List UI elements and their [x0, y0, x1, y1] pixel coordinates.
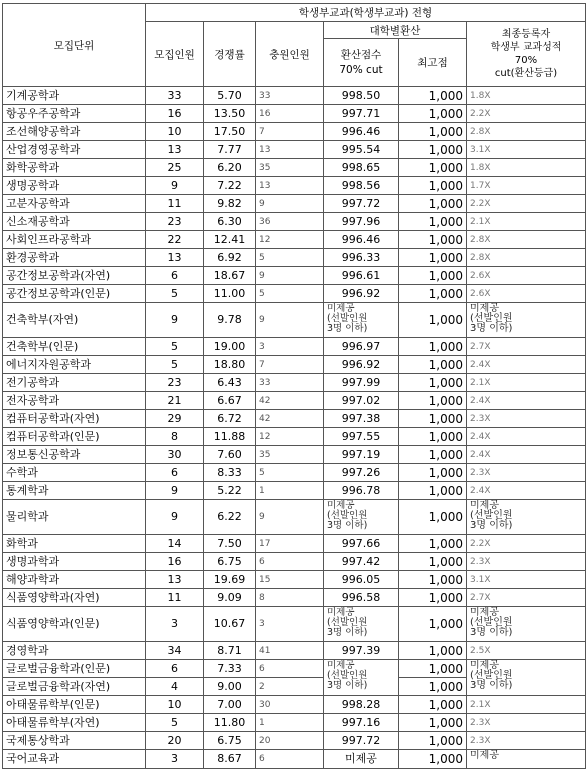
- unit-name-cell: 식품영양학과(인문): [3, 607, 146, 642]
- score70-cell: 997.71: [324, 105, 399, 123]
- score70-cell: 998.50: [324, 87, 399, 105]
- table-row: [3, 410, 586, 428]
- rate-cell: 6.20: [204, 159, 256, 177]
- quota-cell: 9: [146, 177, 204, 195]
- max-score-cell: 1,000: [399, 571, 467, 589]
- quota-cell: 5: [146, 356, 204, 374]
- final-grade-cell: 미제공 (선발인원 3명 이하): [467, 660, 586, 696]
- score70-cell: 998.65: [324, 159, 399, 177]
- quota-cell: 13: [146, 141, 204, 159]
- rate-cell: 8.67: [204, 750, 256, 769]
- rate-cell: 9.82: [204, 195, 256, 213]
- extra-cell: 33: [256, 87, 324, 105]
- quota-cell: 8: [146, 428, 204, 446]
- max-score-cell: 1,000: [399, 500, 467, 535]
- table-row: [3, 750, 586, 769]
- rate-cell: 7.33: [204, 660, 256, 678]
- max-score-cell: 1,000: [399, 392, 467, 410]
- rate-cell: 7.50: [204, 535, 256, 553]
- header-univ: 대학별환산: [324, 22, 467, 39]
- table-row: [3, 303, 586, 338]
- extra-cell: 6: [256, 750, 324, 769]
- quota-cell: 30: [146, 446, 204, 464]
- rate-cell: 7.77: [204, 141, 256, 159]
- unit-name-cell: 신소재공학과: [3, 213, 146, 231]
- quota-cell: 6: [146, 267, 204, 285]
- rate-cell: 6.43: [204, 374, 256, 392]
- score70-cell: 998.56: [324, 177, 399, 195]
- table-row: [3, 553, 586, 571]
- final-grade-cell: 1.8X: [467, 87, 586, 105]
- rate-cell: 13.50: [204, 105, 256, 123]
- unit-name-cell: 물리학과: [3, 500, 146, 535]
- quota-cell: 20: [146, 732, 204, 750]
- quota-cell: 3: [146, 607, 204, 642]
- extra-cell: 41: [256, 642, 324, 660]
- header-group: 학생부교과(학생부교과) 전형: [146, 4, 586, 22]
- max-score-cell: 1,000: [399, 535, 467, 553]
- unit-name-cell: 항공우주공학과: [3, 105, 146, 123]
- quota-cell: 13: [146, 571, 204, 589]
- max-score-cell: 1,000: [399, 123, 467, 141]
- rate-cell: 9.78: [204, 303, 256, 338]
- quota-cell: 16: [146, 105, 204, 123]
- score70-cell: 997.96: [324, 213, 399, 231]
- final-grade-cell: 미제공 (선발인원 3명 이하): [467, 500, 586, 535]
- extra-cell: 1: [256, 482, 324, 500]
- rate-cell: 7.22: [204, 177, 256, 195]
- max-score-cell: 1,000: [399, 303, 467, 338]
- table-row: [3, 177, 586, 195]
- max-score-cell: 1,000: [399, 105, 467, 123]
- rate-cell: 18.67: [204, 267, 256, 285]
- score70-cell: 996.58: [324, 589, 399, 607]
- final-grade-cell: 2.3X: [467, 553, 586, 571]
- final-grade-cell: 3.1X: [467, 141, 586, 159]
- final-grade-cell: 미제공 (선발인원 3명 이하): [467, 607, 586, 642]
- final-grade-cell: 2.8X: [467, 249, 586, 267]
- quota-cell: 21: [146, 392, 204, 410]
- table-row: [3, 356, 586, 374]
- extra-cell: 9: [256, 267, 324, 285]
- final-grade-cell: 2.4X: [467, 428, 586, 446]
- table-row: [3, 464, 586, 482]
- score70-cell: 996.46: [324, 231, 399, 249]
- unit-name-cell: 글로벌금융학과(자연): [3, 678, 146, 696]
- score70-cell: 996.92: [324, 356, 399, 374]
- max-score-cell: 1,000: [399, 678, 467, 696]
- score70-cell: 997.39: [324, 642, 399, 660]
- max-score-cell: 1,000: [399, 177, 467, 195]
- unit-name-cell: 컴퓨터공학과(인문): [3, 428, 146, 446]
- rate-cell: 5.70: [204, 87, 256, 105]
- final-grade-cell: 2.3X: [467, 410, 586, 428]
- rate-cell: 6.67: [204, 392, 256, 410]
- header-quota: 모집인원: [146, 22, 204, 87]
- rate-cell: 11.80: [204, 714, 256, 732]
- extra-cell: 42: [256, 392, 324, 410]
- final-grade-cell: 2.7X: [467, 338, 586, 356]
- extra-cell: 5: [256, 285, 324, 303]
- table-row: [3, 374, 586, 392]
- unit-name-cell: 공간정보공학과(인문): [3, 285, 146, 303]
- unit-name-cell: 조선해양공학과: [3, 123, 146, 141]
- quota-cell: 25: [146, 159, 204, 177]
- score70-cell: 996.33: [324, 249, 399, 267]
- table-row: [3, 105, 586, 123]
- unit-name-cell: 전자공학과: [3, 392, 146, 410]
- extra-cell: 9: [256, 500, 324, 535]
- max-score-cell: 1,000: [399, 660, 467, 678]
- extra-cell: 12: [256, 231, 324, 249]
- table-row: [3, 446, 586, 464]
- max-score-cell: 1,000: [399, 267, 467, 285]
- quota-cell: 5: [146, 338, 204, 356]
- final-grade-cell: 2.5X: [467, 642, 586, 660]
- max-score-cell: 1,000: [399, 446, 467, 464]
- score70-cell: 996.78: [324, 482, 399, 500]
- final-grade-cell: 1.7X: [467, 177, 586, 195]
- score70-cell: 997.42: [324, 553, 399, 571]
- quota-cell: 33: [146, 87, 204, 105]
- table-body: [3, 87, 586, 769]
- header-score70: 환산점수 70% cut: [324, 39, 399, 87]
- extra-cell: 9: [256, 195, 324, 213]
- header-extra: 충원인원: [256, 22, 324, 87]
- final-grade-cell: 2.2X: [467, 535, 586, 553]
- extra-cell: 15: [256, 571, 324, 589]
- rate-cell: 17.50: [204, 123, 256, 141]
- rate-cell: 9.09: [204, 589, 256, 607]
- rate-cell: 19.69: [204, 571, 256, 589]
- rate-cell: 11.00: [204, 285, 256, 303]
- table-row: [3, 338, 586, 356]
- score70-cell: 998.28: [324, 696, 399, 714]
- final-grade-cell: 미제공 (선발인원 3명 이하): [467, 303, 586, 338]
- table-row: [3, 231, 586, 249]
- extra-cell: 7: [256, 356, 324, 374]
- quota-cell: 29: [146, 410, 204, 428]
- table-row: [3, 141, 586, 159]
- extra-cell: 35: [256, 159, 324, 177]
- extra-cell: 3: [256, 338, 324, 356]
- extra-cell: 3: [256, 607, 324, 642]
- table-row: [3, 535, 586, 553]
- table-row: [3, 571, 586, 589]
- max-score-cell: 1,000: [399, 231, 467, 249]
- rate-cell: 7.60: [204, 446, 256, 464]
- extra-cell: 17: [256, 535, 324, 553]
- unit-name-cell: 수학과: [3, 464, 146, 482]
- quota-cell: 6: [146, 660, 204, 678]
- unit-name-cell: 식품영양학과(자연): [3, 589, 146, 607]
- unit-name-cell: 국어교육과: [3, 750, 146, 769]
- unit-name-cell: 산업경영공학과: [3, 141, 146, 159]
- score70-cell: 미제공 (선발인원 3명 이하): [324, 303, 399, 338]
- unit-name-cell: 정보통신공학과: [3, 446, 146, 464]
- score70-cell: 997.38: [324, 410, 399, 428]
- max-score-cell: 1,000: [399, 553, 467, 571]
- max-score-cell: 1,000: [399, 696, 467, 714]
- extra-cell: 6: [256, 660, 324, 678]
- table-row: [3, 213, 586, 231]
- final-grade-cell: 2.2X: [467, 195, 586, 213]
- rate-cell: 9.00: [204, 678, 256, 696]
- unit-name-cell: 국제통상학과: [3, 732, 146, 750]
- rate-cell: 18.80: [204, 356, 256, 374]
- final-grade-cell: 2.1X: [467, 696, 586, 714]
- table-row: [3, 732, 586, 750]
- extra-cell: 7: [256, 123, 324, 141]
- extra-cell: 6: [256, 553, 324, 571]
- final-grade-cell: 2.7X: [467, 589, 586, 607]
- extra-cell: 1: [256, 714, 324, 732]
- quota-cell: 10: [146, 123, 204, 141]
- final-grade-cell: 미제공: [467, 750, 586, 769]
- quota-cell: 23: [146, 213, 204, 231]
- score70-cell: 997.72: [324, 195, 399, 213]
- quota-cell: 5: [146, 714, 204, 732]
- rate-cell: 12.41: [204, 231, 256, 249]
- unit-name-cell: 통계학과: [3, 482, 146, 500]
- quota-cell: 14: [146, 535, 204, 553]
- rate-cell: 7.00: [204, 696, 256, 714]
- score70-cell: 미제공: [324, 750, 399, 769]
- unit-name-cell: 공간정보공학과(자연): [3, 267, 146, 285]
- unit-name-cell: 경영학과: [3, 642, 146, 660]
- unit-name-cell: 에너지자원공학과: [3, 356, 146, 374]
- quota-cell: 6: [146, 464, 204, 482]
- rate-cell: 6.92: [204, 249, 256, 267]
- final-grade-cell: 1.8X: [467, 159, 586, 177]
- unit-name-cell: 기계공학과: [3, 87, 146, 105]
- extra-cell: 5: [256, 464, 324, 482]
- final-grade-cell: 2.4X: [467, 392, 586, 410]
- score70-cell: 996.97: [324, 338, 399, 356]
- score70-cell: 996.92: [324, 285, 399, 303]
- extra-cell: 12: [256, 428, 324, 446]
- quota-cell: 4: [146, 678, 204, 696]
- final-grade-cell: 2.4X: [467, 356, 586, 374]
- rate-cell: 8.33: [204, 464, 256, 482]
- quota-cell: 16: [146, 553, 204, 571]
- unit-name-cell: 환경공학과: [3, 249, 146, 267]
- final-grade-cell: 2.1X: [467, 213, 586, 231]
- extra-cell: 9: [256, 303, 324, 338]
- score70-cell: 997.55: [324, 428, 399, 446]
- extra-cell: 13: [256, 141, 324, 159]
- score70-cell: 997.72: [324, 732, 399, 750]
- unit-name-cell: 화학공학과: [3, 159, 146, 177]
- quota-cell: 10: [146, 696, 204, 714]
- extra-cell: 8: [256, 589, 324, 607]
- final-grade-cell: 2.3X: [467, 732, 586, 750]
- extra-cell: 35: [256, 446, 324, 464]
- max-score-cell: 1,000: [399, 285, 467, 303]
- rate-cell: 11.88: [204, 428, 256, 446]
- table-row: [3, 696, 586, 714]
- final-grade-cell: 2.3X: [467, 714, 586, 732]
- header-final: 최종등록자 학생부 교과성적 70% cut(환산등급): [467, 22, 586, 87]
- table-row: [3, 392, 586, 410]
- header-rate: 경쟁률: [204, 22, 256, 87]
- score70-cell: 997.02: [324, 392, 399, 410]
- score70-cell: 997.26: [324, 464, 399, 482]
- final-grade-cell: 2.4X: [467, 482, 586, 500]
- final-grade-cell: 2.6X: [467, 285, 586, 303]
- max-score-cell: 1,000: [399, 732, 467, 750]
- quota-cell: 9: [146, 303, 204, 338]
- rate-cell: 6.75: [204, 732, 256, 750]
- quota-cell: 22: [146, 231, 204, 249]
- max-score-cell: 1,000: [399, 589, 467, 607]
- table-row: [3, 159, 586, 177]
- score70-cell: 미제공 (선발인원 3명 이하): [324, 607, 399, 642]
- quota-cell: 9: [146, 500, 204, 535]
- extra-cell: 20: [256, 732, 324, 750]
- max-score-cell: 1,000: [399, 141, 467, 159]
- rate-cell: 8.71: [204, 642, 256, 660]
- quota-cell: 5: [146, 285, 204, 303]
- score70-cell: 997.99: [324, 374, 399, 392]
- rate-cell: 6.72: [204, 410, 256, 428]
- final-grade-cell: 2.3X: [467, 464, 586, 482]
- max-score-cell: 1,000: [399, 714, 467, 732]
- score70-cell: 미제공 (선발인원 3명 이하): [324, 660, 399, 696]
- unit-name-cell: 아태물류학부(인문): [3, 696, 146, 714]
- extra-cell: 42: [256, 410, 324, 428]
- table-row: [3, 714, 586, 732]
- score70-cell: 996.61: [324, 267, 399, 285]
- final-grade-cell: 3.1X: [467, 571, 586, 589]
- unit-name-cell: 전기공학과: [3, 374, 146, 392]
- extra-cell: 16: [256, 105, 324, 123]
- max-score-cell: 1,000: [399, 249, 467, 267]
- table-row: [3, 482, 586, 500]
- extra-cell: 5: [256, 249, 324, 267]
- rate-cell: 6.22: [204, 500, 256, 535]
- table-row: [3, 500, 586, 535]
- max-score-cell: 1,000: [399, 338, 467, 356]
- unit-name-cell: 생명과학과: [3, 553, 146, 571]
- table-row: [3, 123, 586, 141]
- max-score-cell: 1,000: [399, 195, 467, 213]
- unit-name-cell: 고분자공학과: [3, 195, 146, 213]
- table-row: [3, 660, 586, 678]
- extra-cell: 36: [256, 213, 324, 231]
- unit-name-cell: 건축학부(자연): [3, 303, 146, 338]
- extra-cell: 13: [256, 177, 324, 195]
- quota-cell: 3: [146, 750, 204, 769]
- admissions-table: [2, 3, 586, 769]
- score70-cell: 995.54: [324, 141, 399, 159]
- table-row: [3, 589, 586, 607]
- rate-cell: 6.75: [204, 553, 256, 571]
- quota-cell: 11: [146, 589, 204, 607]
- score70-cell: 996.05: [324, 571, 399, 589]
- max-score-cell: 1,000: [399, 410, 467, 428]
- unit-name-cell: 글로벌금융학과(인문): [3, 660, 146, 678]
- table-row: [3, 428, 586, 446]
- extra-cell: 33: [256, 374, 324, 392]
- final-grade-cell: 2.1X: [467, 374, 586, 392]
- score70-cell: 997.19: [324, 446, 399, 464]
- max-score-cell: 1,000: [399, 213, 467, 231]
- max-score-cell: 1,000: [399, 482, 467, 500]
- table-row: [3, 285, 586, 303]
- rate-cell: 19.00: [204, 338, 256, 356]
- score70-cell: 미제공 (선발인원 3명 이하): [324, 500, 399, 535]
- unit-name-cell: 아태물류학부(자연): [3, 714, 146, 732]
- max-score-cell: 1,000: [399, 642, 467, 660]
- unit-name-cell: 해양과학과: [3, 571, 146, 589]
- max-score-cell: 1,000: [399, 87, 467, 105]
- score70-cell: 996.46: [324, 123, 399, 141]
- max-score-cell: 1,000: [399, 356, 467, 374]
- rate-cell: 5.22: [204, 482, 256, 500]
- unit-name-cell: 생명공학과: [3, 177, 146, 195]
- extra-cell: 2: [256, 678, 324, 696]
- rate-cell: 6.30: [204, 213, 256, 231]
- unit-name-cell: 화학과: [3, 535, 146, 553]
- unit-name-cell: 사회인프라공학과: [3, 231, 146, 249]
- quota-cell: 11: [146, 195, 204, 213]
- score70-cell: 997.16: [324, 714, 399, 732]
- header-max: 최고점: [399, 39, 467, 87]
- rate-cell: 10.67: [204, 607, 256, 642]
- quota-cell: 23: [146, 374, 204, 392]
- quota-cell: 13: [146, 249, 204, 267]
- quota-cell: 9: [146, 482, 204, 500]
- unit-name-cell: 건축학부(인문): [3, 338, 146, 356]
- max-score-cell: 1,000: [399, 607, 467, 642]
- max-score-cell: 1,000: [399, 750, 467, 769]
- final-grade-cell: 2.6X: [467, 267, 586, 285]
- table-row: [3, 249, 586, 267]
- unit-name-cell: 컴퓨터공학과(자연): [3, 410, 146, 428]
- quota-cell: 34: [146, 642, 204, 660]
- max-score-cell: 1,000: [399, 464, 467, 482]
- max-score-cell: 1,000: [399, 428, 467, 446]
- table-row: [3, 642, 586, 660]
- max-score-cell: 1,000: [399, 374, 467, 392]
- final-grade-cell: 2.8X: [467, 123, 586, 141]
- final-grade-cell: 2.4X: [467, 446, 586, 464]
- max-score-cell: 1,000: [399, 159, 467, 177]
- header-unit: 모집단위: [3, 4, 146, 87]
- score70-cell: 997.66: [324, 535, 399, 553]
- final-grade-cell: 2.8X: [467, 231, 586, 249]
- table-row: [3, 267, 586, 285]
- table-row: [3, 607, 586, 642]
- table-row: [3, 195, 586, 213]
- table-row: [3, 87, 586, 105]
- extra-cell: 30: [256, 696, 324, 714]
- final-grade-cell: 2.2X: [467, 105, 586, 123]
